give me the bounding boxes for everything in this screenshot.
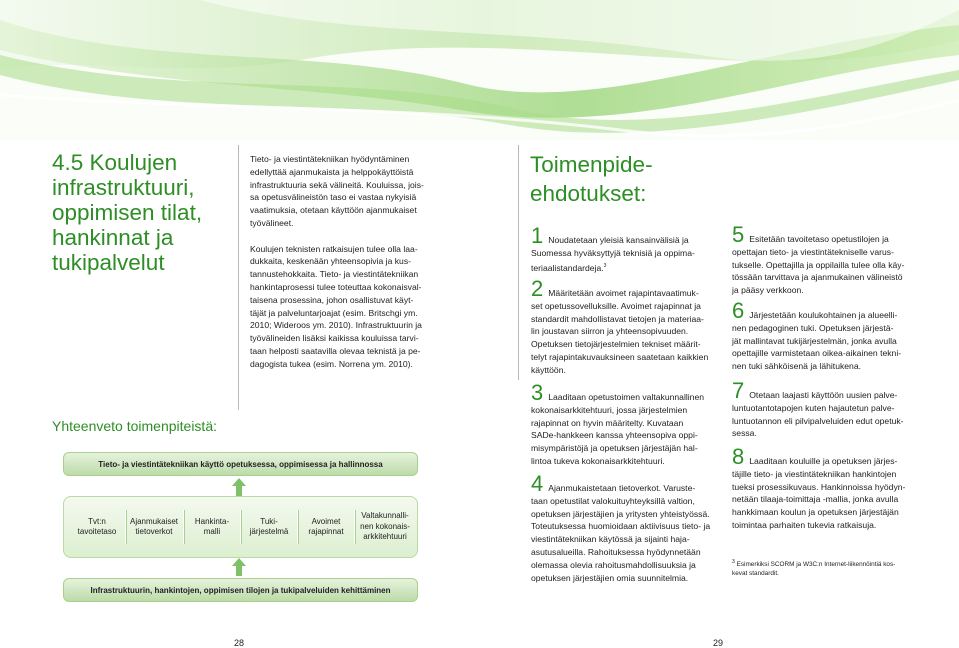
text-line: Ajanmukaistetaan tietoverkot. Varuste- — [548, 483, 696, 493]
text-line: Esimerkiksi SCORM ja W3C:n Internet-liikennöintiä kos- — [736, 561, 896, 569]
title-line: infrastruktuuri, — [52, 175, 195, 200]
text-line: käyttöön. — [531, 364, 566, 375]
title-line: oppimisen tilat, — [52, 200, 203, 225]
text-line: kevat standardit. — [732, 570, 779, 578]
text-line: taan helposti saatavilla olevaa teknistä ja pe- — [250, 345, 421, 356]
recommendation-item — [531, 380, 705, 468]
diagram-box — [126, 500, 182, 554]
text-line: Esitetään tavoitetaso opetustilojen ja — [749, 234, 889, 244]
diagram-top-bar: Tieto- ja viestintätekniikan käyttö opetuksessa, oppimisessa ja hallinnossa — [63, 452, 418, 476]
text-line: Laaditaan kouluille ja opetuksen järjes- — [749, 456, 898, 466]
text-line: tössään tarvittava ja ajanmukainen välineistö — [732, 272, 903, 283]
text-line: lintoa tukeva kokonaisarkkitehtuuri. — [531, 455, 665, 466]
text-line: sa opetusvälineistön taso ei vastaa nykyisiä — [250, 192, 417, 203]
text-line: teriaalistandardeja. — [531, 262, 604, 273]
text-line: nen tuki sähköisenä ja lähitukena. — [732, 361, 861, 372]
diagram-box — [241, 500, 297, 554]
diagram-box — [184, 500, 240, 554]
text-line: standardit mahdollistavat tietojen ja materiaa- — [531, 313, 704, 324]
text-line: olemassa olevia rahoitusmahdollisuuksia ja — [531, 559, 696, 570]
text-line: sessa. — [732, 428, 757, 439]
title-line: Toimenpide- — [530, 152, 653, 177]
recommendation-item — [531, 471, 711, 584]
text-line: edellyttää ajanmukaista ja helppokäyttöistä — [250, 166, 414, 177]
title-line: ehdotukset: — [530, 181, 647, 206]
text-line: vaatimuksia, otetaan käyttöön ajanmukaiset — [250, 205, 417, 216]
recommendation-item — [531, 276, 709, 377]
text-line: telyt rajapintakuvauksineen saatetaan kaikkien — [531, 351, 709, 362]
text-line: misympäristöjä ja opetuksen järjestäjän hal- — [531, 443, 698, 454]
page-title-left — [52, 150, 232, 275]
text-line: hankkimaan koulun ja opetuksen järjestäjän — [732, 507, 899, 518]
diagram-box — [68, 500, 126, 554]
text-line: opetuksen järjestäjien ja yritysten yhteistyössä. — [531, 508, 710, 519]
text-line: lin joustavan siirron ja yhteensopivuuden. — [531, 326, 689, 337]
text-line: toimintaa parhaiten tukevia ratkaisuja. — [732, 519, 877, 530]
paragraph — [250, 153, 450, 230]
box-label-line: rajapinnat — [308, 527, 344, 536]
page-title-right — [530, 150, 653, 208]
text-line: ja pääsy verkkoon. — [732, 285, 804, 296]
item-number: 1 — [531, 223, 544, 248]
text-line: luntuotannon eli pilvipalveluiden edut opetuk- — [732, 415, 904, 426]
title-line: tukipalvelut — [52, 250, 165, 275]
text-line: Suomessa hyväksyttyjä teknisiä ja oppima- — [531, 247, 695, 258]
footnote-ref: 3 — [603, 262, 607, 269]
text-line: rajapinnat on hyvin määritelty. Kuvataan — [531, 417, 684, 428]
text-line: nen pedagoginen tuki. Opetuksen järjestä- — [732, 322, 894, 333]
arrow-up-icon — [232, 478, 246, 496]
green-wave-header — [0, 0, 959, 140]
box-label-line: Tvt:n — [88, 516, 106, 526]
text-line: Otetaan laajasti käyttöön uusien palve- — [749, 390, 898, 400]
text-line: Opetuksen tietojärjestelmien tekniset määrit- — [531, 339, 701, 350]
text-line: tannustehokkaita. Tieto- ja viestintätekniikan — [250, 269, 419, 280]
text-line: dukkaita, keskenään yhteensopivia ja kus- — [250, 256, 411, 267]
text-line: asutusalueilla. Rahoituksessa hyödynnetään — [531, 546, 701, 557]
text-line: Järjestetään koulukohtainen ja alueelli- — [749, 310, 898, 320]
item-number: 7 — [732, 378, 745, 403]
footnote-mark: 3 — [732, 559, 735, 565]
item-number: 2 — [531, 276, 544, 301]
recommendation-item — [732, 444, 906, 532]
recommendation-item — [531, 223, 695, 274]
recommendation-item — [732, 222, 905, 297]
box-label-line: Valtakunnalli- — [361, 511, 409, 521]
box-label-line: tavoitetaso — [77, 527, 117, 536]
text-line: Laaditaan opetustoimen valtakunnallinen — [548, 392, 705, 402]
text-line: täjille tieto- ja viestintätekniikan hankintojen — [732, 468, 897, 479]
title-line: 4.5 Koulujen — [52, 150, 178, 175]
diagram-box — [355, 500, 415, 554]
recommendation-item — [732, 378, 904, 440]
text-line: taisena prosessina, johon osallistuvat käyt- — [250, 294, 414, 305]
text-line: työvälineet. — [250, 217, 294, 228]
text-line: Tieto- ja viestintätekniikan hyödyntäminen — [250, 154, 410, 164]
text-line: tueksi prosessikuvaus. Hankinnoissa hyödyn- — [732, 481, 906, 492]
text-line: Noudatetaan yleisiä kansainvälisiä ja — [548, 235, 689, 245]
box-label-line: Hankinta- — [194, 516, 230, 526]
item-number: 5 — [732, 222, 745, 247]
box-label-line: Tuki- — [260, 516, 278, 526]
item-number: 8 — [732, 444, 745, 469]
text-line: opettajille varmistetaan oikea-aikainen tekni- — [732, 348, 902, 359]
footnote — [732, 558, 895, 578]
text-line: SADe-hankkeen kanssa yhteensopiva oppi- — [531, 430, 698, 441]
text-line: Määritetään avoimet rajapintavaatimuk- — [548, 288, 699, 298]
text-line: Toteutuksessa huomioidaan aktiivisuus tieto- ja — [531, 521, 711, 532]
box-label-line: järjestelmä — [249, 527, 289, 536]
text-line: tukselle. Opettajilla ja oppilailla tulee olla käy- — [732, 259, 905, 270]
column-divider — [518, 145, 519, 380]
text-line: jät mallintavat tukijärjestelmän, jonka avulla — [732, 335, 897, 346]
text-line: set opetussovelluksille. Avoimet rajapinnat ja — [531, 300, 701, 311]
box-label-line: Ajanmukaiset — [129, 516, 179, 526]
recommendation-item — [732, 298, 902, 373]
page-number-right: 29 — [713, 638, 724, 648]
item-number: 6 — [732, 298, 745, 323]
box-label-line: arkkitehtuuri — [363, 532, 407, 542]
page-number-left: 28 — [234, 638, 245, 648]
text-line: taan opetustilat valokuituyhteyksillä valtion, — [531, 495, 695, 506]
arrow-up-icon — [232, 558, 246, 576]
box-label-line: tietoverkot — [135, 527, 173, 536]
text-line: Koulujen teknisten ratkaisujen tulee olla laa- — [250, 243, 418, 254]
column-divider — [238, 145, 239, 410]
text-line: kokonaisarkkitehtuuri, jossa järjestelmien — [531, 404, 688, 415]
text-line: luntuotantotapojen kuten hajautetun palve- — [732, 402, 895, 413]
box-label-line: Avoimet — [311, 516, 341, 526]
summary-heading: Yhteenveto toimenpiteistä: — [52, 418, 217, 434]
item-number: 4 — [531, 471, 544, 496]
diagram-box — [298, 500, 354, 554]
text-line: opettajan tieto- ja viestintätekniselle varus- — [732, 246, 894, 257]
text-line: 2010; Wideroos ym. 2010). Infrastruktuurin ja — [250, 320, 422, 331]
text-line: netään tilaaja-toimittaja -mallia, jonka avulla — [732, 494, 899, 505]
text-line: täjät ja palveluntarjoajat (esim. Britschgi ym. — [250, 307, 418, 318]
text-line: opetuksen järjestäjien omia suunnitelmia. — [531, 572, 689, 583]
box-label-line: malli — [203, 527, 221, 536]
text-line: infrastruktuuria sekä välineitä. Kouluissa, jois- — [250, 179, 424, 190]
item-number: 3 — [531, 380, 544, 405]
paragraph — [250, 243, 450, 371]
text-line: viestintätekniikan käytössä ja sijainti haja- — [531, 534, 690, 545]
intro-text — [250, 153, 450, 383]
text-line: dagogista tukea (esim. Norrena ym. 2010). — [250, 358, 413, 369]
diagram-bottom-bar: Infrastruktuurin, hankintojen, oppimisen tilojen ja tukipalveluiden kehittäminen — [63, 578, 418, 602]
text-line: työvälineiden lisäksi kaikissa kouluissa tarvi- — [250, 333, 419, 344]
box-label-line: nen kokonais- — [360, 521, 410, 531]
text-line: hankintaprosessi tulee toteuttaa kokonaisval- — [250, 281, 422, 292]
title-line: hankinnat ja — [52, 225, 174, 250]
